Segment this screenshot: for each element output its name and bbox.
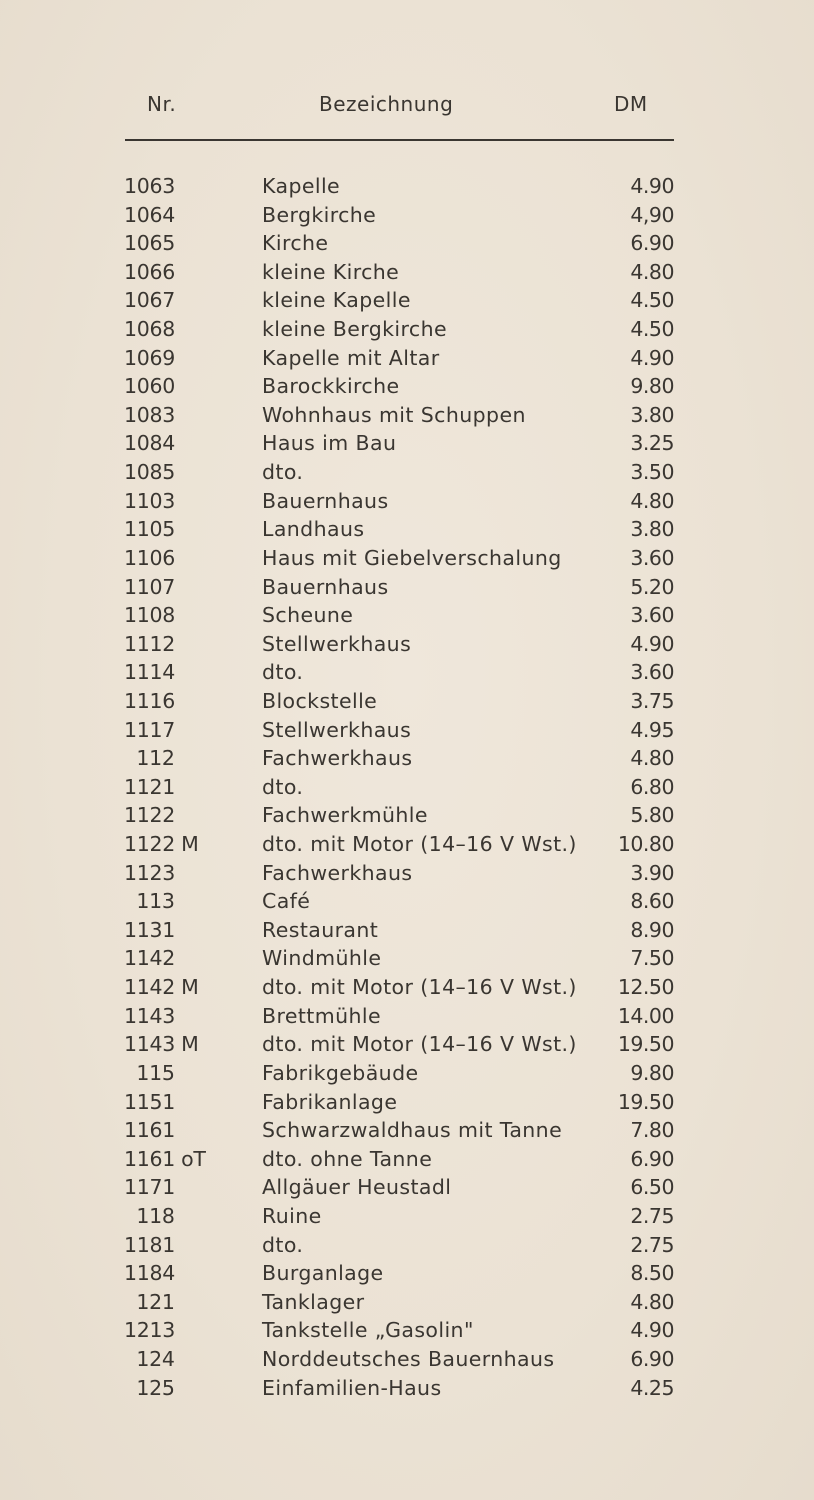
item-number: 1114: [124, 660, 175, 685]
item-number: 1151: [124, 1089, 175, 1114]
item-description: Stellwerkhaus: [262, 717, 412, 742]
item-number: 113: [124, 889, 175, 914]
item-price: 4.90: [630, 345, 674, 370]
item-price: 12.50: [617, 975, 674, 1000]
item-price: 3.25: [630, 431, 674, 456]
item-price: 4.80: [630, 1289, 674, 1314]
item-number: 124: [124, 1346, 175, 1371]
table-row: [0, 1316, 814, 1345]
table-row: [0, 487, 814, 516]
table-row: [0, 1374, 814, 1403]
item-number: 121: [124, 1289, 175, 1314]
item-number: 1064: [124, 202, 175, 227]
item-number: 1116: [124, 688, 175, 713]
table-row: [0, 544, 814, 573]
table-row: [0, 429, 814, 458]
item-number: 1122 M: [124, 832, 199, 857]
item-number: 1117: [124, 717, 175, 742]
item-price: 6.90: [630, 231, 674, 256]
item-number: 1213: [124, 1318, 175, 1343]
item-description: Kirche: [262, 231, 329, 256]
item-description: Barockkirche: [262, 374, 400, 399]
item-price: 9.80: [630, 1060, 674, 1085]
item-description: kleine Kapelle: [262, 288, 411, 313]
item-number: 1112: [124, 631, 175, 656]
table-row: [0, 1002, 814, 1031]
item-description: Fabrikanlage: [262, 1089, 398, 1114]
item-number: 1171: [124, 1175, 175, 1200]
table-row: [0, 401, 814, 430]
table-row: [0, 1288, 814, 1317]
item-description: Restaurant: [262, 917, 379, 942]
item-description: Wohnhaus mit Schuppen: [262, 402, 526, 427]
item-price: 6.50: [630, 1175, 674, 1200]
item-description: dto. mit Motor (14–16 V Wst.): [262, 1032, 577, 1057]
item-price: 3.60: [630, 545, 674, 570]
item-price: 8.90: [630, 917, 674, 942]
table-row: [0, 1059, 814, 1088]
item-description: Bauernhaus: [262, 488, 389, 513]
column-header-dm: DM: [614, 92, 648, 116]
item-description: dto. mit Motor (14–16 V Wst.): [262, 832, 577, 857]
item-number: 1066: [124, 259, 175, 284]
item-description: kleine Kirche: [262, 259, 400, 284]
item-description: Bauernhaus: [262, 574, 389, 599]
item-number: 112: [124, 746, 175, 771]
item-price: 4.50: [630, 288, 674, 313]
table-row: [0, 229, 814, 258]
table-row: [0, 201, 814, 230]
item-description: dto.: [262, 1232, 304, 1257]
item-price: 3.50: [630, 460, 674, 485]
item-number: 1083: [124, 402, 175, 427]
table-row: [0, 344, 814, 373]
item-number: 1084: [124, 431, 175, 456]
item-number: 1142: [124, 946, 175, 971]
table-row: [0, 658, 814, 687]
item-price: 4.90: [630, 631, 674, 656]
item-number: 1143: [124, 1003, 175, 1028]
item-description: Haus im Bau: [262, 431, 397, 456]
table-row: [0, 773, 814, 802]
item-price: 3.60: [630, 660, 674, 685]
item-description: Ruine: [262, 1203, 322, 1228]
item-number: 1068: [124, 317, 175, 342]
item-price: 19.50: [617, 1032, 674, 1057]
table-row: [0, 744, 814, 773]
table-row: [0, 1345, 814, 1374]
item-price: 3.60: [630, 603, 674, 628]
table-row: [0, 601, 814, 630]
item-price: 3.80: [630, 402, 674, 427]
item-price: 4.80: [630, 488, 674, 513]
item-description: Café: [262, 889, 311, 914]
item-description: Haus mit Giebelverschalung: [262, 545, 562, 570]
table-row: [0, 172, 814, 201]
table-row: [0, 1202, 814, 1231]
item-price: 10.80: [617, 832, 674, 857]
item-price: 4.25: [630, 1375, 674, 1400]
item-description: Allgäuer Heustadl: [262, 1175, 452, 1200]
table-row: [0, 372, 814, 401]
item-number: 1142 M: [124, 975, 199, 1000]
item-description: dto. mit Motor (14–16 V Wst.): [262, 975, 577, 1000]
header-divider: [125, 139, 674, 141]
item-description: Burganlage: [262, 1261, 384, 1286]
item-description: Norddeutsches Bauernhaus: [262, 1346, 555, 1371]
table-row: [0, 859, 814, 888]
item-number: 1085: [124, 460, 175, 485]
item-number: 1105: [124, 517, 175, 542]
item-price: 14.00: [617, 1003, 674, 1028]
item-number: 1067: [124, 288, 175, 313]
table-row: [0, 458, 814, 487]
table-row: [0, 944, 814, 973]
table-row: [0, 315, 814, 344]
item-price: 6.90: [630, 1146, 674, 1171]
item-description: Tanklager: [262, 1289, 365, 1314]
item-description: Einfamilien-Haus: [262, 1375, 442, 1400]
item-description: Tankstelle „Gasolin": [262, 1318, 474, 1343]
table-row: [0, 1259, 814, 1288]
item-price: 6.80: [630, 774, 674, 799]
item-number: 1161 oT: [124, 1146, 206, 1171]
table-row: [0, 887, 814, 916]
item-description: Blockstelle: [262, 688, 378, 713]
item-price: 4.90: [630, 1318, 674, 1343]
table-row: [0, 286, 814, 315]
table-row: [0, 973, 814, 1002]
item-number: 1122: [124, 803, 175, 828]
table-row: [0, 1030, 814, 1059]
table-row: [0, 1116, 814, 1145]
table-row: [0, 916, 814, 945]
item-description: Fachwerkhaus: [262, 746, 413, 771]
item-price: 4.80: [630, 259, 674, 284]
item-price: 2.75: [630, 1203, 674, 1228]
item-description: Stellwerkhaus: [262, 631, 412, 656]
item-number: 1107: [124, 574, 175, 599]
item-number: 1069: [124, 345, 175, 370]
item-number: 1060: [124, 374, 175, 399]
item-price: 4.95: [630, 717, 674, 742]
item-description: Kapelle mit Altar: [262, 345, 440, 370]
item-description: dto.: [262, 660, 304, 685]
item-number: 1143 M: [124, 1032, 199, 1057]
item-price: 4,90: [630, 202, 674, 227]
item-price: 5.80: [630, 803, 674, 828]
item-description: Windmühle: [262, 946, 382, 971]
item-description: kleine Bergkirche: [262, 317, 447, 342]
item-number: 1184: [124, 1261, 175, 1286]
item-number: 118: [124, 1203, 175, 1228]
item-number: 1121: [124, 774, 175, 799]
item-description: dto.: [262, 460, 304, 485]
table-row: [0, 801, 814, 830]
item-number: 1063: [124, 174, 175, 198]
item-description: Schwarzwaldhaus mit Tanne: [262, 1118, 563, 1143]
item-price: 4.80: [630, 746, 674, 771]
table-row: [0, 1231, 814, 1260]
item-price: 2.75: [630, 1232, 674, 1257]
item-price: 4.90: [630, 174, 674, 198]
table-row: [0, 258, 814, 287]
table-row: [0, 1145, 814, 1174]
item-description: Fachwerkmühle: [262, 803, 428, 828]
item-price: 8.50: [630, 1261, 674, 1286]
column-header-bezeichnung: Bezeichnung: [319, 92, 454, 116]
item-description: Bergkirche: [262, 202, 377, 227]
item-description: Brettmühle: [262, 1003, 381, 1028]
item-price: 4.50: [630, 317, 674, 342]
item-description: dto. ohne Tanne: [262, 1146, 433, 1171]
item-price: 19.50: [617, 1089, 674, 1114]
price-table-body: [0, 172, 814, 1402]
item-number: 1181: [124, 1232, 175, 1257]
item-price: 7.50: [630, 946, 674, 971]
item-description: Fabrikgebäude: [262, 1060, 419, 1085]
item-price: 8.60: [630, 889, 674, 914]
table-row: [0, 573, 814, 602]
column-header-nr: Nr.: [147, 92, 177, 116]
table-row: [0, 515, 814, 544]
item-price: 6.90: [630, 1346, 674, 1371]
item-price: 5.20: [630, 574, 674, 599]
item-number: 1106: [124, 545, 175, 570]
table-row: [0, 630, 814, 659]
item-number: 1065: [124, 231, 175, 256]
table-row: [0, 1173, 814, 1202]
item-number: 1103: [124, 488, 175, 513]
item-number: 125: [124, 1375, 175, 1400]
table-row: [0, 830, 814, 859]
table-row: [0, 687, 814, 716]
item-price: 3.90: [630, 860, 674, 885]
item-number: 115: [124, 1060, 175, 1085]
item-description: Landhaus: [262, 517, 365, 542]
item-description: Fachwerkhaus: [262, 860, 413, 885]
item-number: 1161: [124, 1118, 175, 1143]
item-description: Scheune: [262, 603, 354, 628]
table-row: [0, 1088, 814, 1117]
table-row: [0, 716, 814, 745]
item-number: 1131: [124, 917, 175, 942]
item-price: 3.75: [630, 688, 674, 713]
item-number: 1108: [124, 603, 175, 628]
item-price: 7.80: [630, 1118, 674, 1143]
item-description: Kapelle: [262, 174, 341, 198]
item-description: dto.: [262, 774, 304, 799]
item-number: 1123: [124, 860, 175, 885]
item-price: 9.80: [630, 374, 674, 399]
table-header: [0, 92, 814, 122]
item-price: 3.80: [630, 517, 674, 542]
